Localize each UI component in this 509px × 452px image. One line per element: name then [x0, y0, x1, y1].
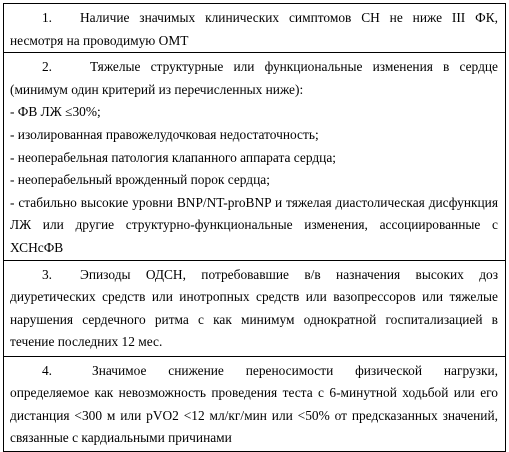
- criterion-text-3: Эпизоды ОДСН, потребовавшие в/в назначения высоких доз диуретических средств или инотропных средств или вазопрессоров или тяжелые нарушения сердечного ритма с как минимум однократной госпитализацией в течение последних 12 мес.: [10, 266, 498, 350]
- criterion-number-3: 3.: [41, 266, 52, 282]
- criterion-number-1: 1.: [41, 10, 52, 25]
- criterion-2-item-3: - неоперабельная патология клапанного аппарата сердца;: [10, 149, 336, 165]
- criteria-cell-1: [4, 4, 506, 53]
- criterion-paragraph-1: [10, 7, 498, 52]
- criteria-table: [3, 3, 506, 452]
- criterion-text-1: Наличие значимых клинических симптомов СН не ниже III ФК, несмотря на проводимую ОМТ: [10, 10, 498, 48]
- criteria-cell-2: [4, 53, 506, 260]
- criterion-2-item-4: - неоперабельный врожденный порок сердца;: [10, 172, 270, 188]
- criterion-2-item-5: - стабильно высокие уровни BNP/NT-proBNP и тяжелая диастолическая дисфункция ЛЖ или другие структурно-функциональные изменения, ассоциированные с ХСНсФВ: [10, 194, 498, 255]
- criterion-text-2: Тяжелые структурные или функциональные изменения в сердце (минимум один критерий из перечисленных ниже):: [10, 59, 498, 97]
- criterion-paragraph-2: [10, 56, 498, 101]
- criteria-row-2: [4, 53, 506, 260]
- criterion-paragraph-4: [10, 360, 498, 450]
- criteria-row-4: [4, 356, 506, 451]
- criterion-text-4: Значимое снижение переносимости физической нагрузки, определяемое как невозможность проведения теста с 6-минутной ходьбой или его дистанция <300 м или pVO2 <12 мл/кг/мин или <50% от предсказанных значений, связанные с кардиальными причинами: [10, 362, 498, 446]
- criteria-row-3: [4, 260, 506, 356]
- criterion-number-2: 2.: [41, 59, 52, 75]
- criteria-cell-3: [4, 260, 506, 356]
- criterion-paragraph-3: [10, 264, 498, 354]
- criteria-cell-4: [4, 356, 506, 451]
- criterion-number-4: 4.: [41, 362, 52, 378]
- criterion-2-item-2: - изолированная правожелудочковая недостаточность;: [10, 126, 319, 142]
- criteria-row-1: [4, 4, 506, 53]
- criterion-2-item-1: - ФВ ЛЖ ≤30%;: [10, 104, 101, 120]
